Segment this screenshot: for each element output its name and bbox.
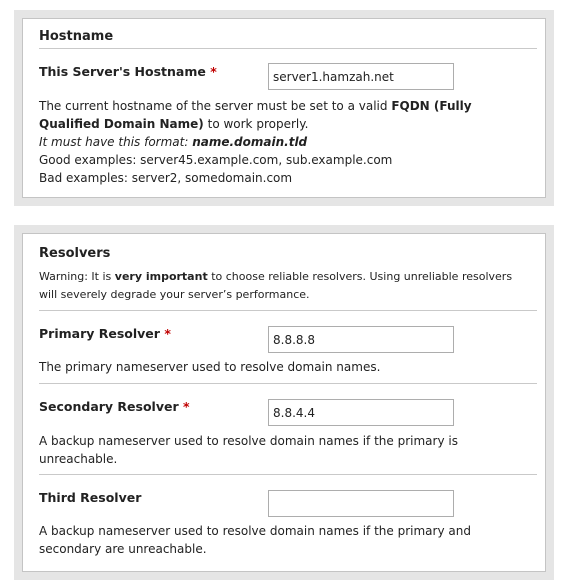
primary-resolver-label [39, 326, 171, 341]
secondary-resolver-label [39, 399, 190, 414]
required-marker: * [183, 399, 190, 414]
primary-resolver-input[interactable] [268, 326, 454, 353]
hostname-field-label [39, 64, 217, 79]
hostname-format-line [39, 133, 531, 151]
primary-resolver-label-text: Primary Resolver [39, 326, 160, 341]
third-resolver-label [39, 490, 141, 505]
hostname-title-divider [39, 48, 537, 49]
primary-divider [39, 383, 537, 384]
third-resolver-help: A backup nameserver used to resolve domain names if the primary and secondary are unreachable. [39, 524, 471, 556]
fqdn-emphasis: FQDN (Fully Qualified Domain Name) [39, 99, 472, 131]
warning-emphasis: very important [114, 270, 208, 283]
resolvers-panel [14, 225, 554, 580]
bad-examples: Bad examples: server2, somedomain.com [39, 171, 293, 185]
hostname-panel-body [22, 18, 546, 198]
help-text: to work properly. [207, 117, 309, 131]
required-marker: * [164, 326, 171, 341]
resolvers-panel-body [22, 233, 546, 572]
hostname-section-title: Hostname [39, 29, 114, 44]
required-marker: * [210, 64, 217, 79]
warning-text: to choose reliable resolvers. Using unreliable resolvers will severely degrade your server’s performance. [39, 270, 513, 301]
hostname-help [39, 97, 531, 187]
secondary-resolver-label-text: Secondary Resolver [39, 399, 179, 414]
secondary-resolver-input[interactable] [268, 399, 454, 426]
resolvers-warning-divider [39, 310, 537, 311]
third-resolver-input[interactable] [268, 490, 454, 517]
help-text: The current hostname of the server must be set to a valid [39, 99, 388, 113]
hostname-input[interactable] [268, 63, 454, 90]
hostname-help-fqdn [39, 97, 531, 133]
format-value: name.domain.tld [192, 135, 308, 149]
hostname-panel [14, 10, 554, 206]
resolvers-warning [39, 268, 531, 304]
good-examples: Good examples: server45.example.com, sub.example.com [39, 153, 393, 167]
hostname-label-text: This Server's Hostname [39, 64, 206, 79]
secondary-divider [39, 474, 537, 475]
secondary-resolver-help: A backup nameserver used to resolve domain names if the primary is unreachable. [39, 434, 458, 466]
third-resolver-label-text: Third Resolver [39, 490, 142, 505]
resolvers-section-title: Resolvers [39, 246, 111, 261]
primary-resolver-help: The primary nameserver used to resolve domain names. [39, 360, 381, 374]
warning-text: Warning: It is [39, 270, 112, 283]
format-prefix: It must have this format: [39, 135, 189, 149]
